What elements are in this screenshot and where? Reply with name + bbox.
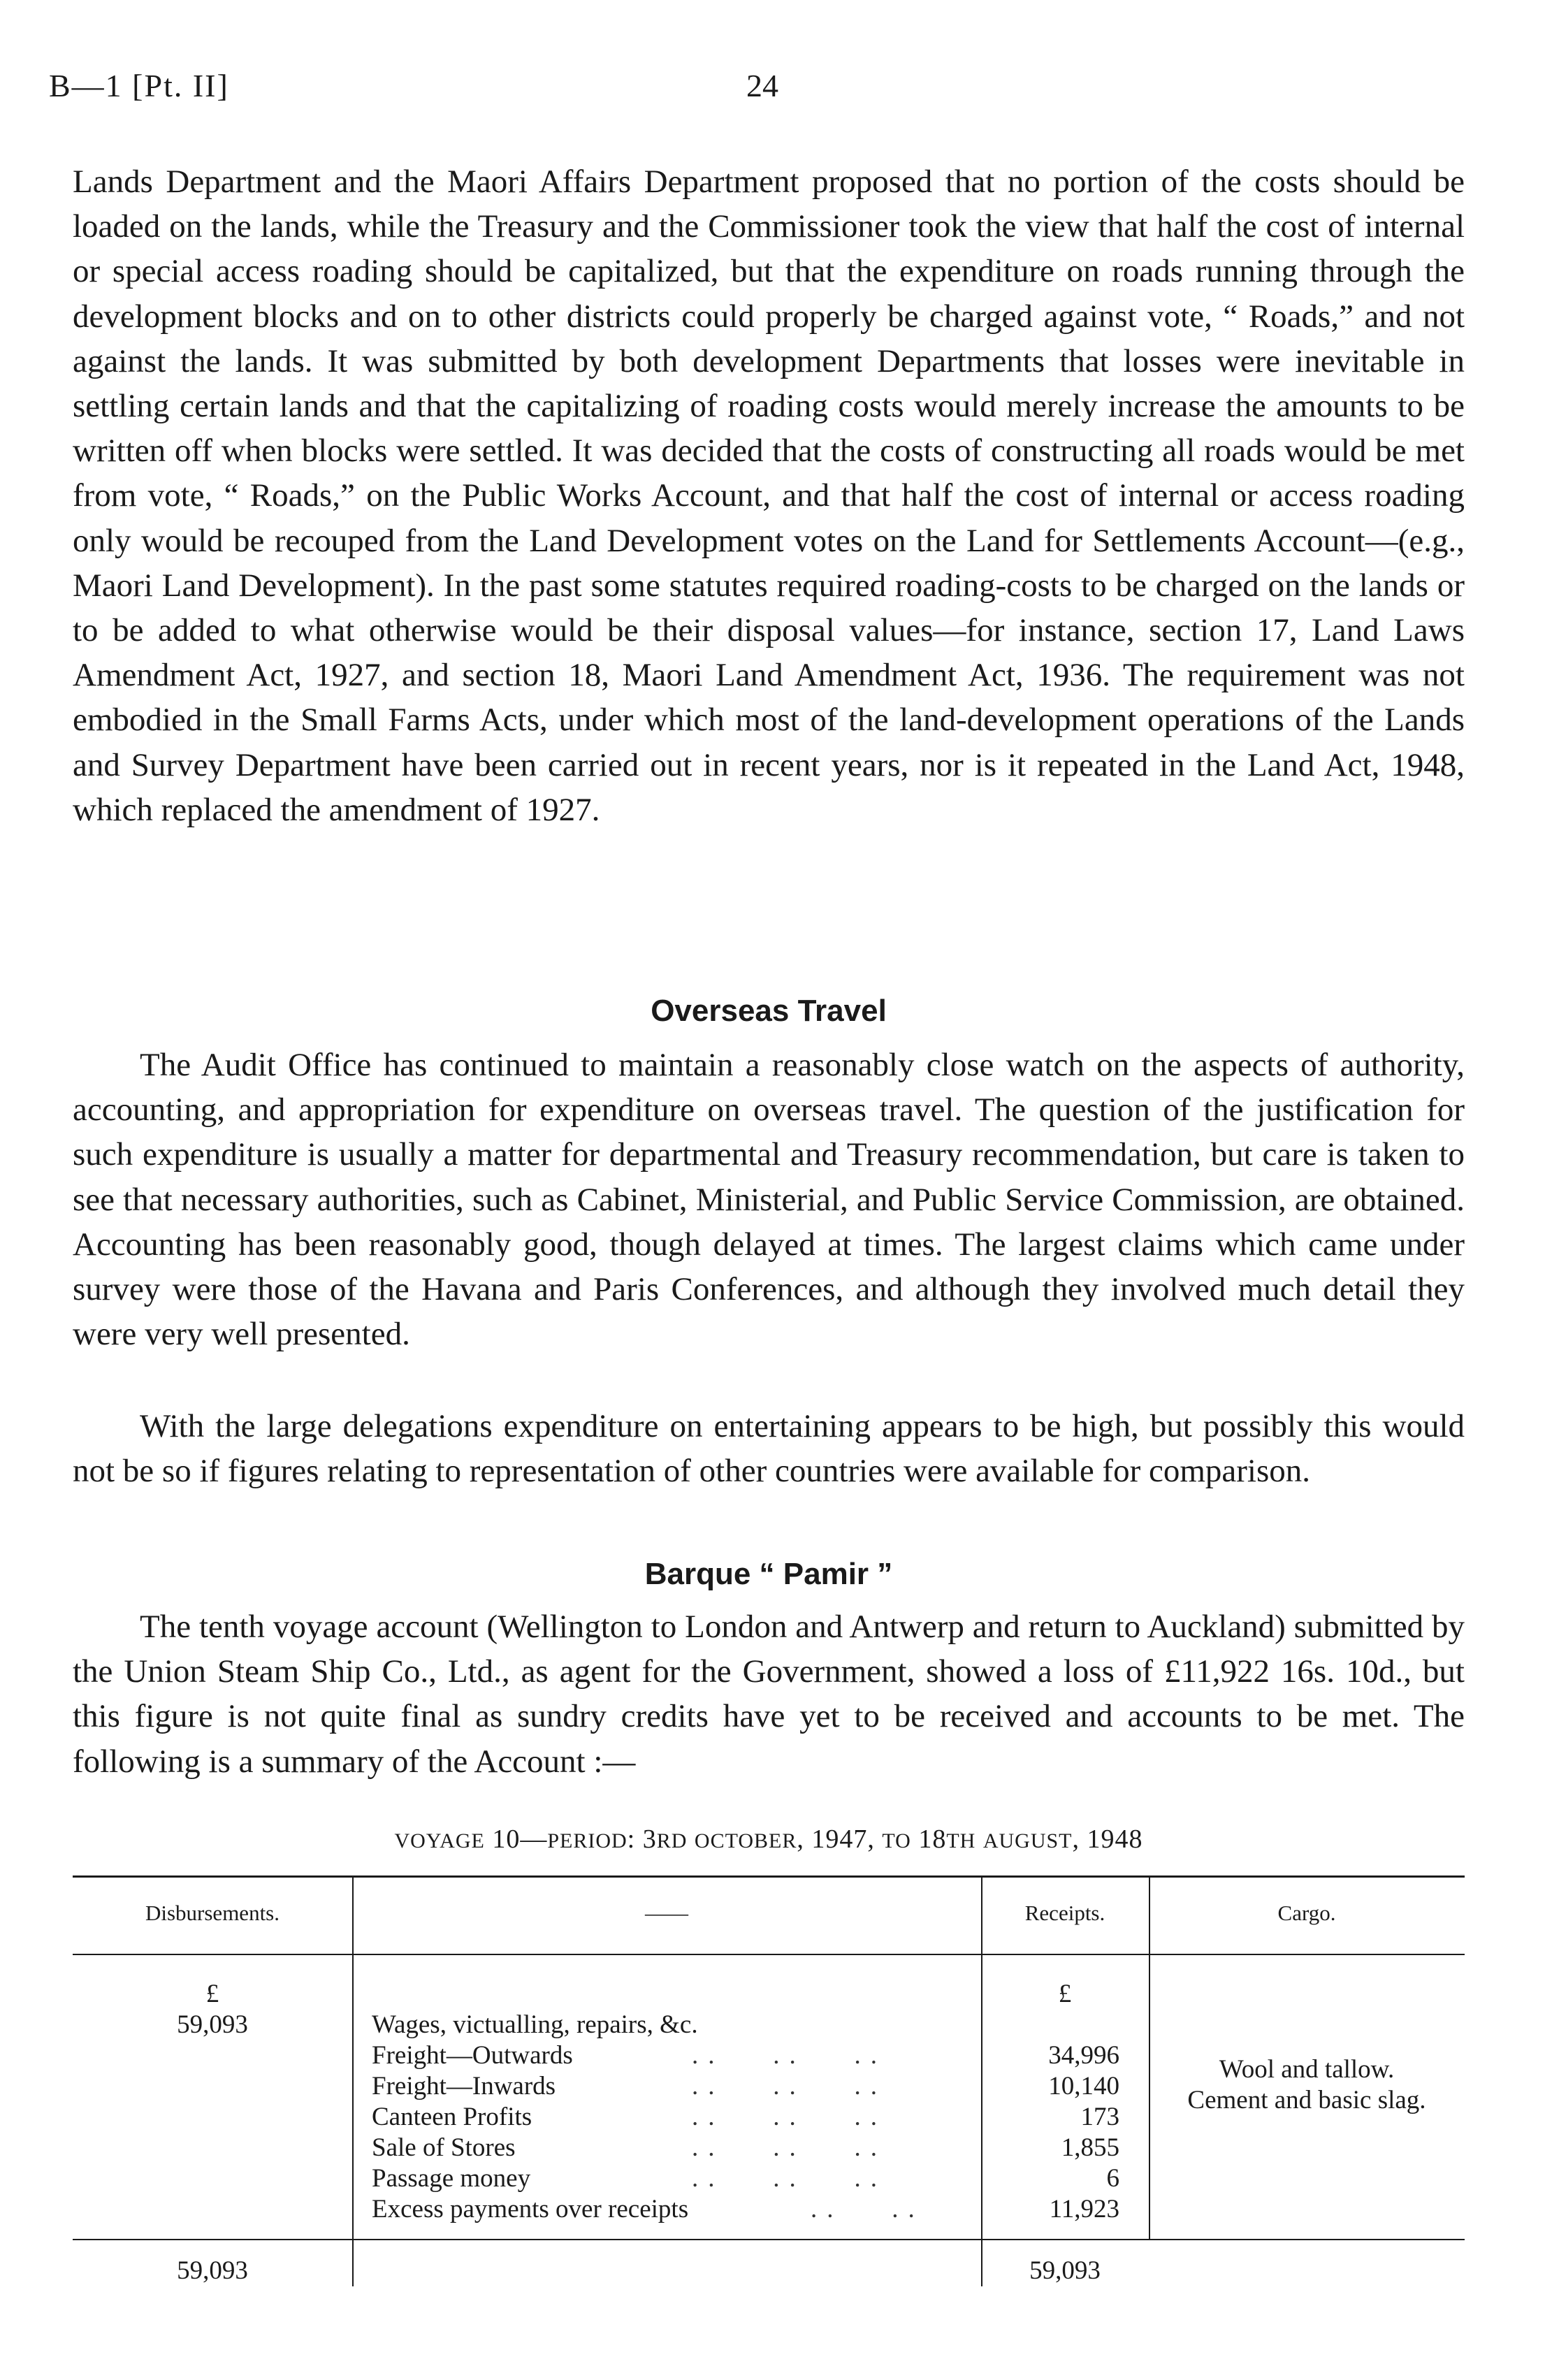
dot-leader: .. .. .. xyxy=(692,2072,887,2100)
table-top-rule xyxy=(73,1875,1465,1878)
table-header-rule xyxy=(73,1954,1465,1955)
paragraph-overseas-travel: The Audit Office has continued to maintain a reasonably close watch on the aspects of authority, accounting, and appropriation for expenditure on overseas travel. The question of the justification for such expenditure is usually a matter for departmental and Treasury recommendation, but care is taken to see that necessary authorities, such as Cabinet, Ministerial, and Public Service Commission, are obtained. Accounting has been reasonably good, though delayed at times. The largest claims which came under survey were those of the Havana and Paris Conferences, and although they involved much detail they were very well presented. xyxy=(73,1047,1465,1353)
total-receipts: 59,093 xyxy=(1029,2256,1101,2285)
row-label: Freight—Outwards xyxy=(372,2041,573,2070)
row-label: Canteen Profits xyxy=(372,2103,532,2131)
dot-leader: .. .. .. xyxy=(692,2103,887,2131)
dot-leader: .. .. .. xyxy=(692,2041,887,2070)
heading-barque-pamir: Barque “ Pamir ” xyxy=(644,1557,893,1591)
paragraph-roading-costs: Lands Department and the Maori Affairs Department proposed that no portion of the costs should be loaded on the lands, while the Treasury and the Commissioner took the view that half the cost of internal or special access roading should be capitalized, but that the expenditure on roads running through the development blocks and on to other districts could properly be charged against vote, “ Roads,” and not against the lands. It was submitted by both development Departments that losses were inevitable in settling certain lands and that the capitalizing of roading costs would merely increase the amounts to be written off when blocks were settled. It was decided that the costs of constructing all roads would be met from vote, “ Roads,” on the Public Works Account, and that half the cost of internal or access roading only would be recouped from the Land Development votes on the Land for Settlements Account—(e.g., Maori Land Development). In the past some statutes required roading-costs to be charged on the lands or to be added to what otherwise would be their disposal values—for instance, section 17, Land Laws Amendment Act, 1927, and section 18, Maori Land Amendment Act, 1936. The requirement was not embodied in the Small Farms Acts, under which most of the land-development operations of the Lands and Survey Department have been carried out in recent years, nor is it repeated in the Land Act, 1948, which replaced the amendment of 1927. xyxy=(73,164,1465,828)
row-label: Wages, victualling, repairs, &c. xyxy=(372,2010,698,2039)
header-cargo: Cargo. xyxy=(1277,1901,1336,1925)
row-label: Excess payments over receipts xyxy=(372,2195,689,2223)
paragraph-voyage-account: The tenth voyage account (Wellington to London and Antwerp and return to Auckland) submitted by the Union Steam Ship Co., Ltd., as agent for the Government, showed a loss of £11,922 16s. 10d., but this figure is not quite final as sundry credits have yet to be received and accounts to be met. The following is a summary of the Account :— xyxy=(73,1609,1465,1780)
row-receipt: 10,140 xyxy=(1048,2072,1119,2100)
row-receipt: 1,855 xyxy=(1061,2133,1119,2162)
header-disbursements: Disbursements. xyxy=(145,1901,280,1925)
row-receipt: 6 xyxy=(1106,2164,1119,2193)
row-receipt: 34,996 xyxy=(1048,2041,1119,2070)
disbursement-value: 59,093 xyxy=(177,2010,248,2039)
page-number: 24 xyxy=(746,68,778,103)
disbursements-currency: £ xyxy=(205,1980,219,2008)
row-receipt: 11,923 xyxy=(1049,2195,1119,2223)
paragraph-delegations: With the large delegations expenditure on entertaining appears to be high, but possibly this would not be so if figures relating to representation of other countries were available for comparison. xyxy=(73,1408,1465,1490)
document-reference: B—1 [Pt. II] xyxy=(49,68,229,103)
row-receipt: 173 xyxy=(1080,2103,1119,2131)
dot-leader: .. .. xyxy=(811,2195,924,2223)
table-caption: VOYAGE 10—PERIOD: 3RD OCTOBER, 1947, TO 18TH AUGUST, 1948 xyxy=(394,1824,1143,1854)
dot-leader: .. .. .. xyxy=(692,2133,887,2162)
receipts-currency: £ xyxy=(1058,1980,1072,2008)
cargo-inwards: Cement and basic slag. xyxy=(1187,2086,1426,2114)
cargo-outwards: Wool and tallow. xyxy=(1219,2055,1395,2084)
table-column-divider xyxy=(352,1875,354,2286)
total-disbursements: 59,093 xyxy=(177,2256,248,2285)
header-description: —— xyxy=(645,1901,688,1925)
header-receipts: Receipts. xyxy=(1024,1901,1105,1925)
heading-overseas-travel: Overseas Travel xyxy=(651,994,887,1028)
dot-leader: .. .. .. xyxy=(692,2164,887,2193)
table-total-rule xyxy=(73,2239,1465,2240)
row-label: Freight—Inwards xyxy=(372,2072,556,2100)
row-label: Sale of Stores xyxy=(372,2133,516,2162)
row-label: Passage money xyxy=(372,2164,531,2193)
